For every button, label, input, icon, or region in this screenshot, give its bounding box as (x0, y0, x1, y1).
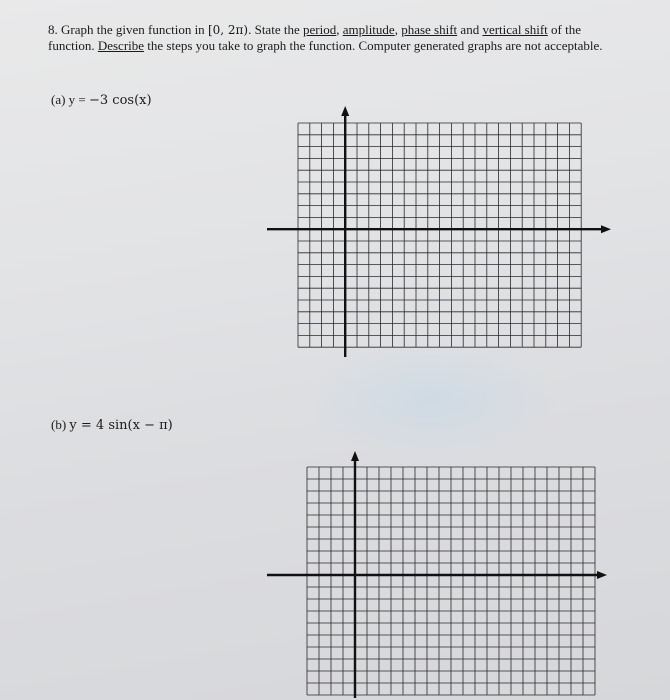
interval: [0, 2π) (207, 23, 249, 37)
part-b-expression: y = 4 sin(x − π) (69, 418, 173, 433)
x-axis-arrow (597, 571, 607, 579)
graph-b-grid (265, 450, 615, 700)
term-vertical-shift: vertical shift (482, 22, 548, 37)
question-text: 8. Graph the given function in [0, 2π). State the period, amplitude, phase shift and vertical shift of the function. Describe the steps you take to graph the function. Computer generated graphs are not acceptable. (48, 22, 603, 53)
y-axis-arrow (341, 106, 349, 116)
term-period: period (302, 22, 337, 37)
x-axis-arrow (601, 225, 611, 233)
graph-a-grid (265, 105, 615, 360)
part-a-label: (a) y = −3 cos(x) (51, 92, 152, 108)
part-b-label: (b) y = 4 sin(x − π) (51, 417, 173, 433)
y-axis-arrow (351, 451, 359, 461)
question-number: 8. (48, 22, 58, 37)
term-phase-shift: phase shift (401, 22, 458, 37)
term-amplitude: amplitude (342, 22, 395, 37)
part-a-expression: −3 cos(x) (89, 93, 152, 108)
term-describe: Describe (97, 38, 145, 53)
